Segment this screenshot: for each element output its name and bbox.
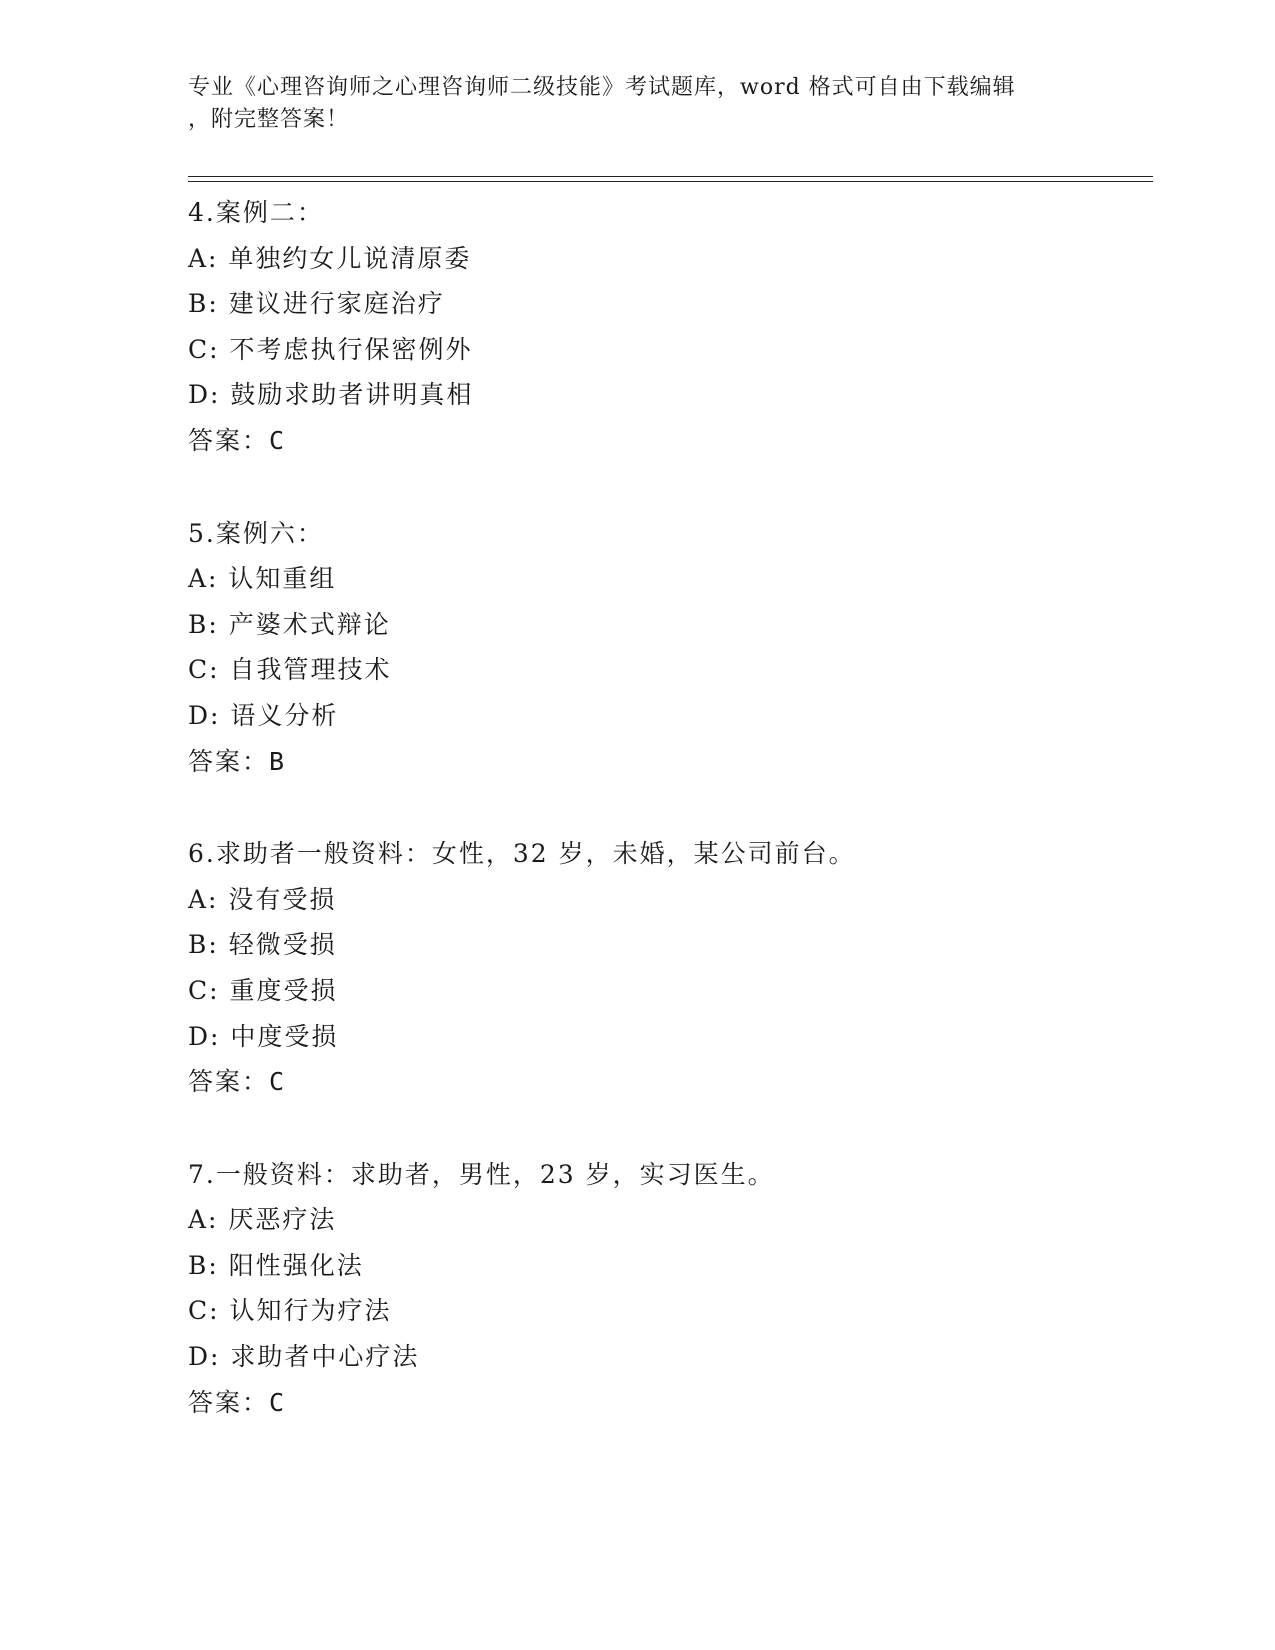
option-b: B: 轻微受损 [188, 930, 337, 960]
option-d: D: 求助者中心疗法 [188, 1342, 420, 1372]
header-rule-bottom [188, 181, 1153, 182]
question-6 [188, 831, 1148, 1105]
option-c: C: 重度受损 [188, 975, 338, 1005]
option-d: D: 中度受损 [188, 1021, 339, 1051]
question-stem: 7.一般资料：求助者，男性，23 岁，实习医生。 [188, 1159, 775, 1189]
option-b: B: 产婆术式辩论 [188, 609, 391, 639]
option-b: B: 建议进行家庭治疗 [188, 289, 445, 319]
header-rule-top [188, 176, 1153, 177]
answer [188, 739, 1148, 785]
header-line-2: ，附完整答案！ [188, 107, 350, 132]
option-c: C: 自我管理技术 [188, 655, 392, 685]
option-d: D: 鼓励求助者讲明真相 [188, 380, 474, 410]
answer-label: 答案： [188, 1067, 270, 1097]
option-c: C: 不考虑执行保密例外 [188, 334, 473, 364]
answer-value: C [269, 1387, 285, 1417]
question-list [188, 190, 1148, 1472]
option-a: A: 厌恶疗法 [188, 1205, 337, 1235]
option-a: A: 认知重组 [188, 564, 337, 594]
answer-value: C [269, 425, 285, 455]
answer [188, 418, 1148, 464]
answer [188, 1380, 1148, 1426]
option-b: B: 阳性强化法 [188, 1250, 364, 1280]
question-stem: 6.求助者一般资料：女性，32 岁，未婚，某公司前台。 [188, 839, 856, 869]
question-5 [188, 511, 1148, 785]
option-a: A: 单独约女儿说清原委 [188, 243, 472, 273]
option-c: C: 认知行为疗法 [188, 1296, 392, 1326]
header-line-1: 专业《心理咨询师之心理咨询师二级技能》考试题库，word 格式可自由下载编辑 [188, 75, 1016, 100]
answer-label: 答案： [188, 746, 270, 776]
answer-label: 答案： [188, 425, 270, 455]
answer [188, 1059, 1148, 1105]
question-4 [188, 190, 1148, 464]
option-a: A: 没有受损 [188, 884, 337, 914]
document-header [188, 72, 1088, 136]
question-stem: 4.案例二： [188, 198, 324, 227]
answer-value: C [269, 1067, 285, 1097]
question-stem: 5.案例六： [188, 518, 324, 548]
question-7 [188, 1152, 1148, 1426]
answer-value: B [269, 746, 285, 776]
answer-label: 答案： [188, 1387, 270, 1417]
option-d: D: 语义分析 [188, 700, 339, 730]
